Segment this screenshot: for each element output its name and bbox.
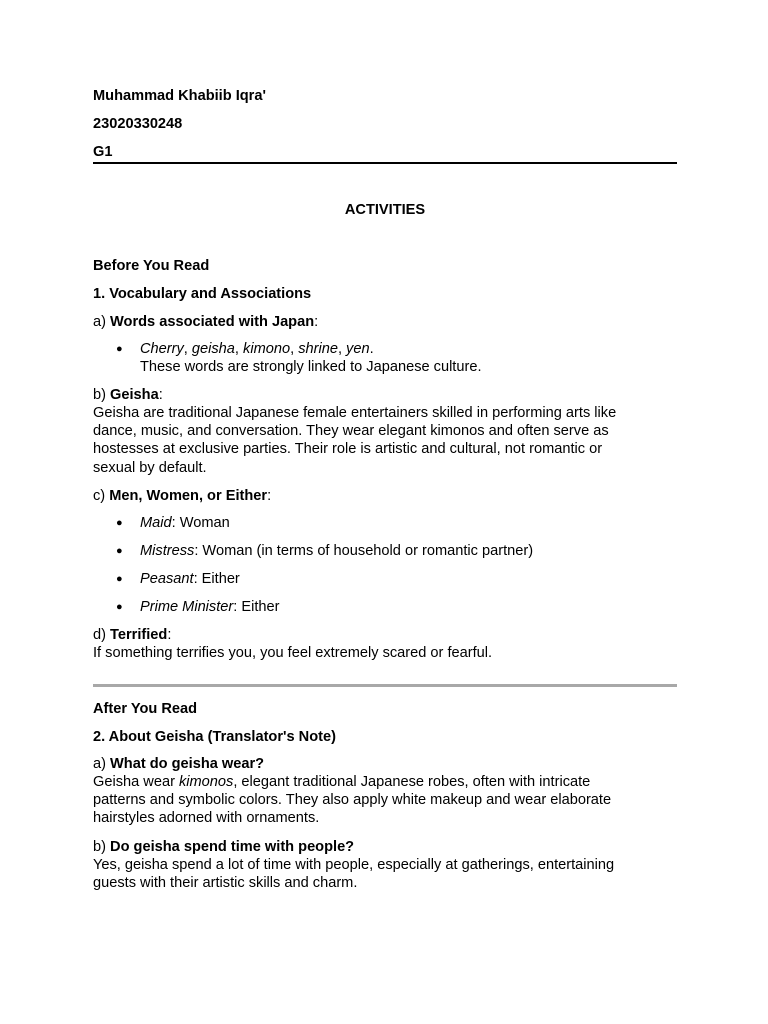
- bullet-icon: ●: [116, 573, 123, 585]
- geisha-paragraph: [93, 404, 677, 477]
- student-name: Muhammad Khabiib Iqra': [93, 88, 266, 104]
- list-term: Maid: [140, 515, 172, 531]
- question-suffix: :: [167, 627, 172, 643]
- section-2-heading: 2. About Geisha (Translator's Note): [93, 729, 336, 745]
- list-answer: : Woman (in terms of household or romantic partner): [194, 543, 534, 559]
- section-1-heading: 1. Vocabulary and Associations: [93, 286, 312, 302]
- question-suffix: :: [158, 387, 163, 403]
- question-prefix: a): [93, 756, 111, 772]
- geisha-time-paragraph: [93, 856, 677, 892]
- list-answer: : Either: [233, 599, 280, 615]
- list-answer: : Either: [193, 571, 240, 587]
- question-suffix: :: [314, 314, 319, 330]
- header-divider: [93, 162, 677, 164]
- paragraph-line: hostesses at exclusive parties. Their role is artistic and cultural, not romantic or: [93, 441, 603, 458]
- section-divider: [93, 684, 677, 687]
- list-term: Peasant: [140, 571, 194, 587]
- page-title: ACTIVITIES: [344, 202, 426, 218]
- after-question-b-line: [93, 838, 677, 856]
- question-prefix: b): [93, 387, 111, 403]
- question-prefix: d): [93, 627, 111, 643]
- paragraph-text: Geisha wear: [93, 774, 179, 790]
- question-label: Words associated with Japan: [110, 314, 315, 330]
- paragraph-line: Yes, geisha spend a lot of time with people, especially at gatherings, entertaining: [93, 857, 615, 873]
- terrified-definition: If something terrifies you, you feel extremely scared or fearful.: [93, 645, 493, 661]
- japan-word: geisha: [191, 341, 235, 357]
- list-item: [116, 570, 677, 588]
- question-label: Do geisha spend time with people?: [110, 839, 355, 855]
- list-item: [116, 542, 677, 560]
- question-b-line: [93, 386, 677, 404]
- list-item: [116, 514, 677, 532]
- class-label: G1: [93, 144, 113, 160]
- bullet-icon: ●: [116, 545, 123, 557]
- japan-word: Cherry: [140, 341, 184, 357]
- paragraph-line: hairstyles adorned with ornaments.: [93, 810, 320, 827]
- list-item: [116, 598, 677, 616]
- japan-words-note: These words are strongly linked to Japanese culture.: [140, 359, 482, 376]
- list-term: Mistress: [140, 543, 195, 559]
- paragraph-text: , elegant traditional Japanese robes, often with intricate: [233, 774, 591, 790]
- after-question-a-line: [93, 755, 677, 773]
- question-label: Terrified: [110, 627, 168, 643]
- question-d-line: [93, 626, 677, 644]
- question-c-line: [93, 487, 677, 505]
- geisha-wear-paragraph: [93, 773, 677, 828]
- question-label: What do geisha wear?: [110, 756, 265, 772]
- question-prefix: c): [93, 488, 110, 504]
- paragraph-italic: kimonos: [178, 774, 234, 790]
- bullet-icon: ●: [116, 343, 123, 355]
- question-suffix: :: [267, 488, 272, 504]
- list-term: Prime Minister: [140, 599, 234, 615]
- before-heading: Before You Read: [93, 258, 210, 274]
- japan-word: shrine: [298, 341, 338, 357]
- question-prefix: a): [93, 314, 111, 330]
- paragraph-line: Geisha are traditional Japanese female entertainers skilled in performing arts like: [93, 405, 617, 421]
- paragraph-line: guests with their artistic skills and charm.: [93, 875, 358, 892]
- question-prefix: b): [93, 839, 111, 855]
- japan-word: kimono: [243, 341, 291, 357]
- paragraph-line: dance, music, and conversation. They wear elegant kimonos and often serve as: [93, 423, 609, 440]
- japan-word: yen: [346, 341, 370, 357]
- list-item: ● Cherry, geisha, kimono, shrine, yen. These words are strongly linked to Japanese culture.: [116, 341, 482, 376]
- question-label: Men, Women, or Either: [109, 488, 268, 504]
- question-label: Geisha: [110, 387, 159, 403]
- student-id: 23020330248: [93, 116, 183, 132]
- after-heading: After You Read: [93, 701, 198, 717]
- list-answer: : Woman: [171, 515, 230, 531]
- bullet-icon: ●: [116, 601, 123, 613]
- bullet-icon: ●: [116, 517, 123, 529]
- question-a-line: [93, 313, 677, 331]
- paragraph-line: patterns and symbolic colors. They also apply white makeup and wear elaborate: [93, 792, 612, 809]
- paragraph-line: sexual by default.: [93, 459, 207, 476]
